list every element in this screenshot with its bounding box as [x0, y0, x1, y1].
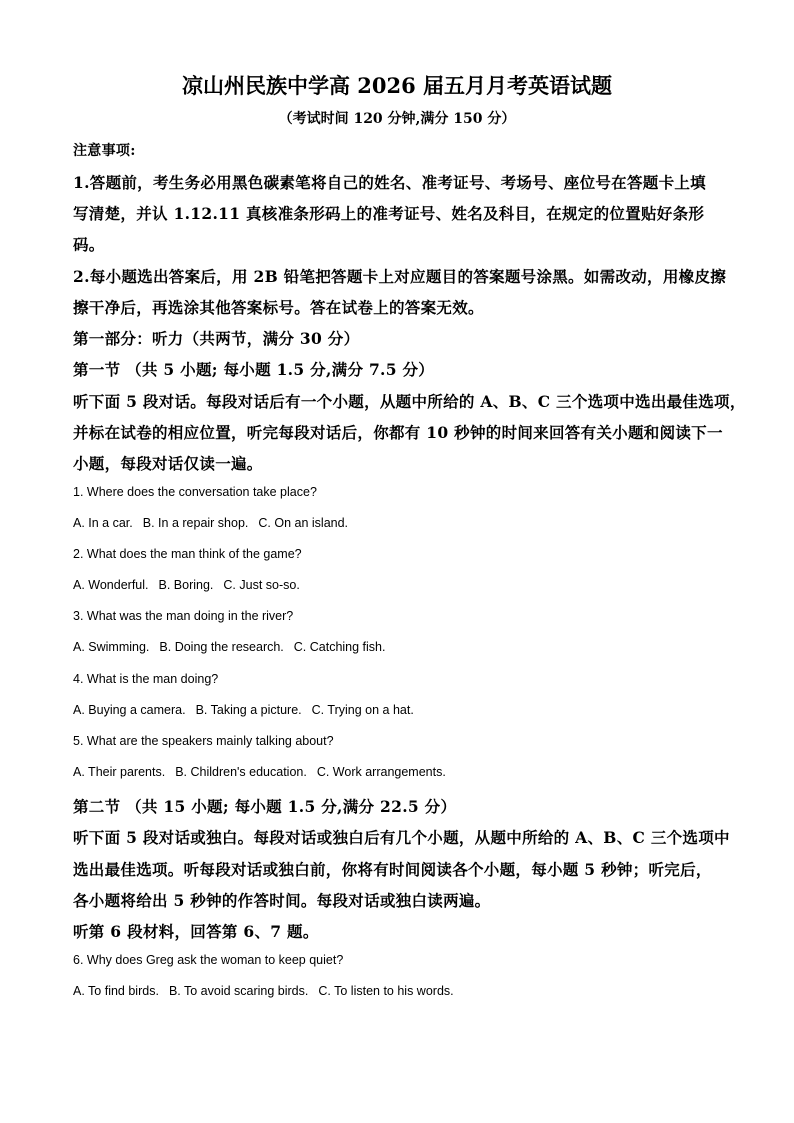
section1-instructions-line2: 并标在试卷的相应位置，听完每段对话后，你都有 10 秒钟的时间来回答有关小题和阅读下一 — [73, 423, 723, 442]
page-subtitle: （考试时间 120 分钟,满分 150 分） — [278, 111, 516, 127]
section1-heading: 第一节 （共 5 小题; 每小题 1.5 分,满分 7.5 分） — [73, 360, 435, 379]
question-3: 3. What was the man doing in the river? — [73, 609, 294, 623]
option-a: A. Buying a camera. — [73, 703, 186, 717]
question-2: 2. What does the man think of the game? — [73, 547, 302, 561]
notice-item2-line2: 擦干净后，再选涂其他答案标号。答在试卷上的答案无效。 — [73, 298, 484, 317]
option-b: B. Children's education. — [175, 765, 307, 779]
question-1-options — [73, 516, 358, 530]
option-c: C. Catching fish. — [293, 640, 386, 654]
notice-item1-line2: 写清楚，并认 1.12.11 真核准条形码上的准考证号、姓名及科目，在规定的位置贴好条形 — [73, 204, 705, 223]
section2-instructions-line3: 各小题将给出 5 秒钟的作答时间。每段对话或独白读两遍。 — [73, 891, 491, 910]
option-a: A. In a car. — [73, 516, 133, 530]
section2-sub-heading: 听第 6 段材料，回答第 6、7 题。 — [73, 922, 319, 941]
option-c: C. Trying on a hat. — [311, 703, 414, 717]
option-c: C. To listen to his words. — [318, 984, 454, 998]
section1-instructions-line1: 听下面 5 段对话。每段对话后有一个小题，从题中所给的 A、B、C 三个选项中选出最佳选项， — [73, 392, 746, 411]
option-b: B. Doing the research. — [159, 640, 284, 654]
option-c: C. Work arrangements. — [316, 765, 446, 779]
option-a: A. Their parents. — [73, 765, 166, 779]
option-c: C. On an island. — [258, 516, 349, 530]
option-a: A. To find birds. — [73, 984, 159, 998]
notice-item1-line1: 1.答题前，考生务必用黑色碳素笔将自己的姓名、准考证号、考场号、座位号在答题卡上填 — [73, 173, 706, 192]
section2-heading: 第二节 （共 15 小题; 每小题 1.5 分,满分 22.5 分） — [73, 797, 457, 816]
option-b: B. Taking a picture. — [195, 703, 302, 717]
notice-heading: 注意事项: — [73, 143, 136, 159]
page-title: 凉山州民族中学高 2026 届五月月考英语试题 — [181, 73, 613, 98]
option-b: B. Boring. — [158, 578, 214, 592]
question-4: 4. What is the man doing? — [73, 672, 219, 686]
option-b: B. In a repair shop. — [142, 516, 249, 530]
notice-item2-line1: 2.每小题选出答案后，用 2B 铅笔把答题卡上对应题目的答案题号涂黑。如需改动，用橡皮擦 — [73, 267, 727, 286]
question-6: 6. Why does Greg ask the woman to keep quiet? — [73, 953, 344, 967]
question-2-options — [73, 578, 310, 592]
section2-instructions-line1: 听下面 5 段对话或独白。每段对话或独白后有几个小题，从题中所给的 A、B、C 三个选项中 — [73, 828, 730, 847]
notice-item1-line3: 码。 — [73, 235, 105, 254]
question-1: 1. Where does the conversation take place? — [73, 485, 317, 499]
section2-instructions-line2: 选出最佳选项。听每段对话或独白前，你将有时间阅读各个小题，每小题 5 秒钟；听完后， — [73, 860, 712, 879]
option-b: B. To avoid scaring birds. — [168, 984, 309, 998]
question-5: 5. What are the speakers mainly talking about? — [73, 734, 334, 748]
question-3-options — [73, 640, 396, 654]
option-a: A. Swimming. — [73, 640, 150, 654]
question-6-options — [73, 984, 464, 998]
option-a: A. Wonderful. — [73, 578, 149, 592]
section1-instructions-line3: 小题，每段对话仅读一遍。 — [73, 454, 263, 473]
part1-heading: 第一部分：听力（共两节，满分 30 分） — [73, 329, 360, 348]
option-c: C. Just so-so. — [223, 578, 300, 592]
question-5-options — [73, 765, 456, 779]
question-4-options — [73, 703, 424, 717]
